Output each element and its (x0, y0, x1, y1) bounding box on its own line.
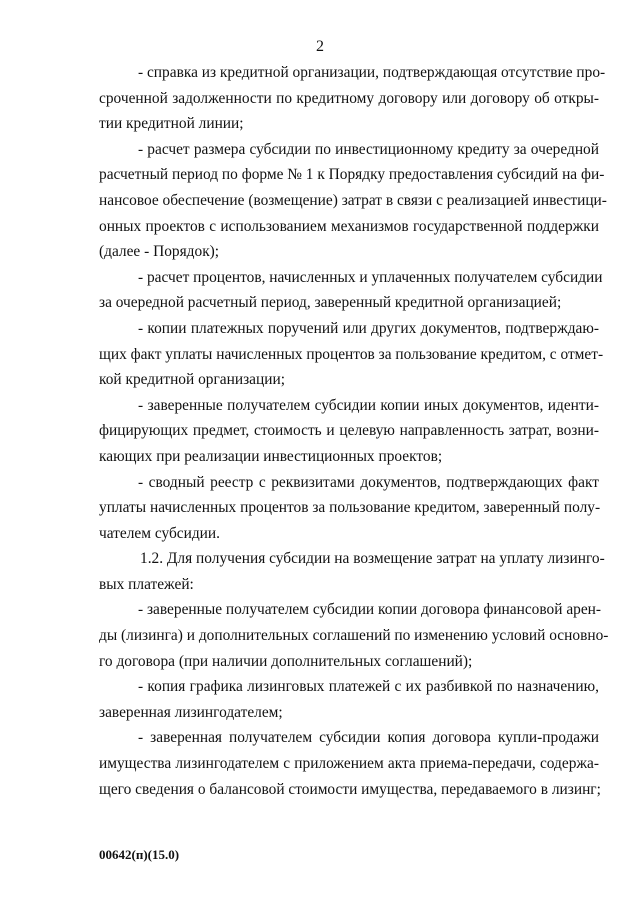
text-line: - копии платежных поручений или других документов, подтверждаю- (138, 319, 599, 337)
text-line: - заверенные получателем субсидии копии иных документов, иденти- (138, 396, 599, 414)
text-line: нансовое обеспечение (возмещение) затрат в связи с реализацией инвестици- (99, 191, 607, 209)
paragraph (99, 265, 603, 316)
paragraph (99, 597, 609, 674)
text-line: - справка из кредитной организации, подтверждающая отсутствие про- (138, 64, 606, 81)
text-line: - копия графика лизинговых платежей с их разбивкой по назначению, (138, 678, 599, 696)
text-line: заверенная лизингодателем; (99, 703, 283, 721)
text-line: го договора (при наличии дополнительных соглашений); (99, 652, 473, 670)
text-line: - заверенные получателем субсидии копии договора финансовой арен- (138, 601, 602, 619)
text-line: щего сведения о балансовой стоимости имущества, передаваемого в лизинг; (99, 780, 601, 798)
paragraph (99, 725, 599, 802)
paragraph (99, 393, 599, 470)
text-line: фицирующих предмет, стоимость и целевую направленность затрат, возни- (99, 422, 599, 440)
document-body (99, 60, 609, 802)
paragraph (99, 316, 604, 393)
text-line: 1.2. Для получения субсидии на возмещение затрат на уплату лизинго- (140, 550, 605, 568)
page-number: 2 (316, 38, 324, 55)
paragraph (99, 674, 599, 725)
text-line: вых платежей: (99, 575, 194, 593)
text-line: расчетный период по форме № 1 к Порядку предоставления субсидий на фи- (99, 166, 605, 184)
text-line: - заверенная получателем субсидии копия договора купли-продажи (138, 729, 599, 747)
text-line: тии кредитной линии; (99, 115, 244, 133)
text-line: ды (лизинга) и дополнительных соглашений по изменению условий основно- (99, 627, 609, 645)
paragraph (99, 546, 605, 597)
text-line: - сводный реестр с реквизитами документов, подтверждающих факт (138, 473, 599, 491)
text-line: чателем субсидии. (99, 524, 220, 542)
text-line: имущества лизингодателем с приложением акта приема-передачи, содержа- (99, 755, 599, 773)
paragraph (99, 60, 606, 137)
text-line: уплаты начисленных процентов за пользование кредитом, заверенный полу- (99, 499, 601, 517)
paragraph (99, 470, 599, 547)
text-line: за очередной расчетный период, заверенный кредитной организацией; (99, 294, 562, 312)
text-line: (далее - Порядок); (99, 243, 220, 261)
text-line: щих факт уплаты начисленных процентов за пользование кредитом, с отмет- (99, 345, 604, 363)
text-line: кой кредитной организации; (99, 371, 285, 389)
text-line: сроченной задолженности по кредитному договору или договору об откры- (99, 89, 599, 107)
text-line: - расчет процентов, начисленных и уплаченных получателем субсидии (138, 268, 603, 286)
text-line: - расчет размера субсидии по инвестиционному кредиту за очередной (138, 140, 599, 158)
document-code: 00642(п)(15.0) (99, 847, 180, 862)
paragraph (99, 137, 607, 265)
text-line: онных проектов с использованием механизмов государственной поддержки (99, 217, 599, 235)
text-line: кающих при реализации инвестиционных проектов; (99, 447, 443, 465)
